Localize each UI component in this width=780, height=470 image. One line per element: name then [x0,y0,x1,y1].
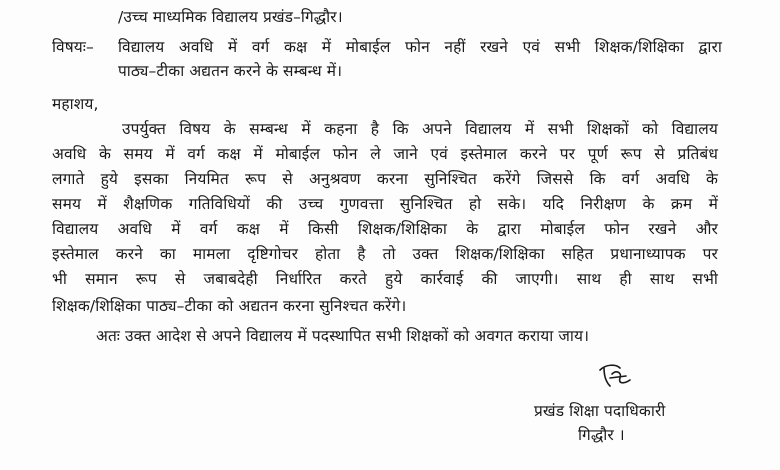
body-line: लगाते हुये इसका नियमित रूप से अनुश्रवण करना सुनिश्चित करेंगे जिससे कि वर्ग अवधि के [52,170,718,188]
subject-label: विषयः– [52,38,94,56]
body-line: इस्तेमाल करने का मामला दृष्टिगोचर होता है तो उक्त शिक्षक/शिक्षिका सहित प्रधानाध्यापक पर [52,245,718,263]
signatory-place: गिद्धौर । [578,426,625,444]
body-line: समय में शैक्षणिक गतिविधियों की उच्च गुणवत्ता सुनिश्चित हो सके। यदि निरीक्षण के क्रम में [52,195,718,213]
body-line: उपर्युक्त विषय के सम्बन्ध में कहना है कि अपने विद्यालय में सभी शिक्षकों को विद्यालय [122,120,718,138]
subject-line-2: पाठ्य–टीका अद्यतन करने के सम्बन्ध में। [118,62,343,80]
signature-mark [596,360,636,392]
salutation: महाशय, [52,95,99,113]
subject-line-1: विद्यालय अवधि में वर्ग कक्ष में मोबाईल फोन नहीं रखने एवं सभी शिक्षक/शिक्षिका द्वारा [118,38,722,56]
body-line: भी समान रूप से जबाबदेही निर्धारित करते हुये कार्रवाई की जाएगी। साथ ही साथ सभी [52,270,718,288]
signatory-title: प्रखंड शिक्षा पदाधिकारी [534,402,666,420]
body-line: शिक्षक/शिक्षिका पाठ्य–टीका को अद्यतन करना सुनिश्चत करेंगे। [52,297,407,315]
body-line: अवधि के समय में वर्ग कक्ष में मोबाईल फोन ले जाने एवं इस्तेमाल करने पर पूर्ण रूप से प्रतिबंध [52,145,718,163]
closing-line: अतः उक्त आदेश से अपने विद्यालय में पदस्थापित सभी शिक्षकों को अवगत कराया जाय। [96,327,590,345]
body-line: विद्यालय अवधि में वर्ग कक्ष में किसी शिक्षक/शिक्षिका के द्वारा मोबाईल फोन रखने और [52,220,718,238]
recipient-line: /उच्च माध्यमिक विद्यालय प्रखंड–गिद्धौर। [118,8,343,26]
